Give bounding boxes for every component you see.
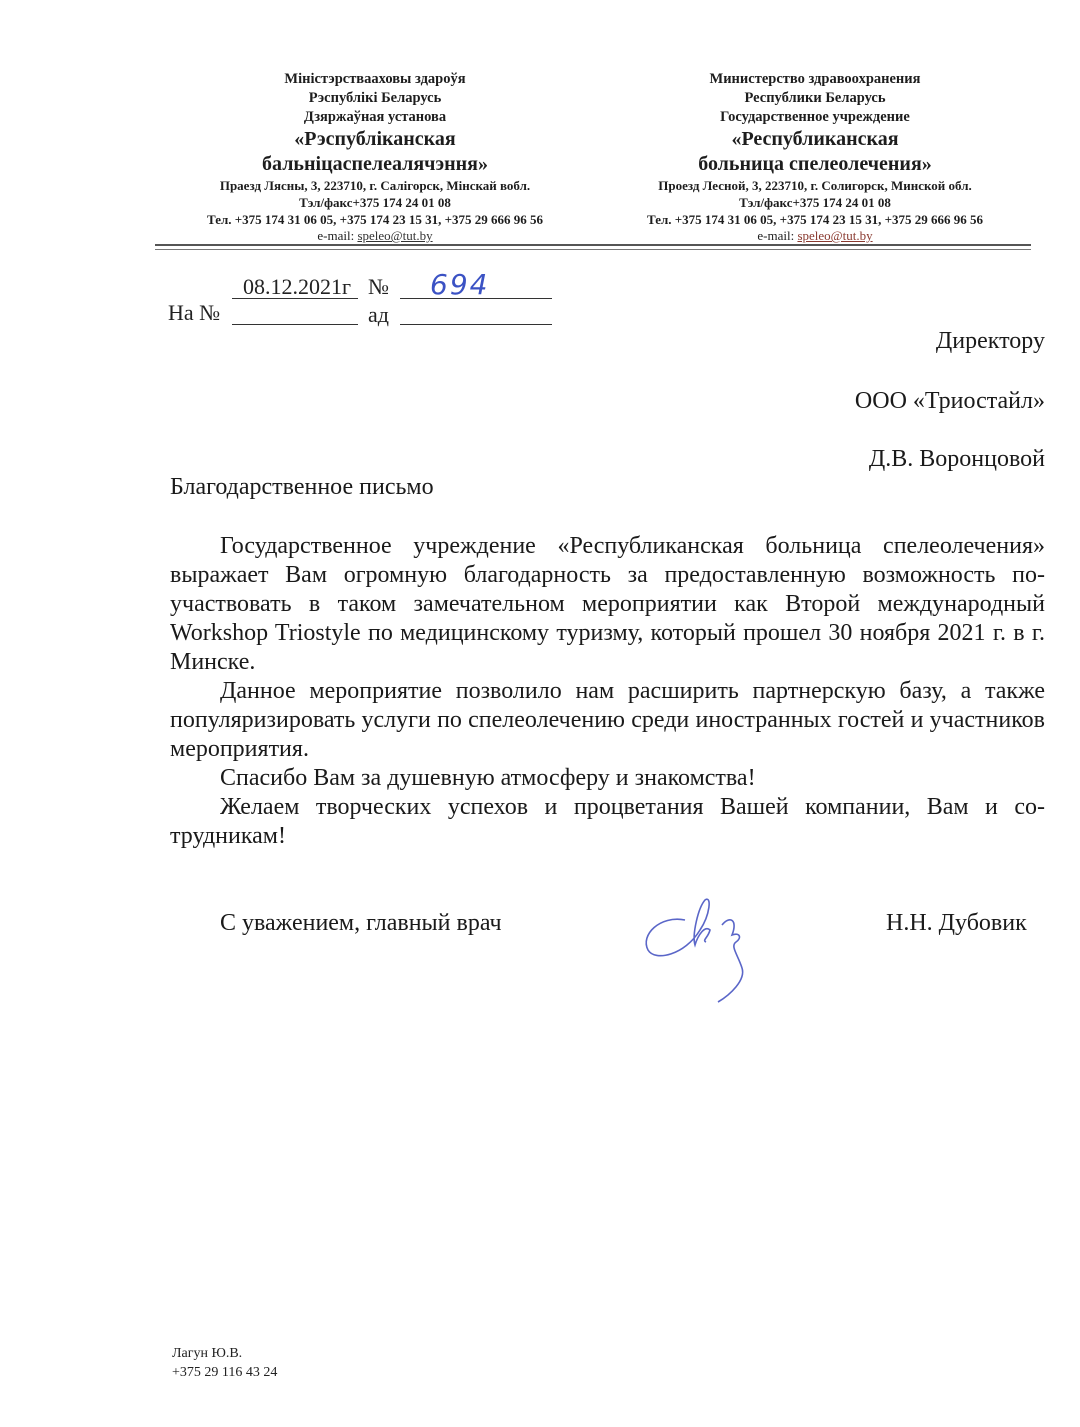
header-divider (155, 244, 1031, 246)
signatory-name: Н.Н. Дубовик (886, 910, 1027, 936)
address-line: Праезд Лясны, 3, 223710, г. Салігорск, Мінскай вобл. (219, 178, 531, 193)
ministry-line: Министерство здравоохранения (709, 71, 921, 87)
email-link[interactable]: speleo@tut.by (357, 228, 433, 243)
body-paragraph: Данное мероприятие позволило нам расширить партнерскую базу, а также популяризировать услуги по спелеолечению среди иностранных гостей и участников мероприятия. (170, 678, 1045, 762)
addressee-company: ООО «Триостайл» (854, 388, 1045, 414)
number-label: № (368, 274, 389, 299)
in-reply-underline (232, 324, 358, 325)
phones-line: Тел. +375 174 31 06 05, +375 174 23 15 31, +375 29 666 96 56 (207, 212, 543, 227)
in-reply-label: На № (168, 300, 221, 325)
institution-name-line1: «Республиканская (731, 128, 899, 150)
handwritten-signature-icon (630, 880, 770, 1010)
date-underline (232, 298, 358, 299)
fax-line: Тэл/факс+375 174 24 01 08 (739, 195, 891, 210)
body-paragraph: Спасибо Вам за душевную атмосферу и знакомства! (220, 765, 756, 791)
institution-type-line: Дзяржаўная установа (303, 109, 447, 125)
fax-line: Тэл/факс+375 174 24 01 08 (299, 195, 451, 210)
institution-name-line2: бальніцаспелеалячэння» (262, 153, 488, 175)
phones-line: Тел. +375 174 31 06 05, +375 174 23 15 31, +375 29 666 96 56 (647, 212, 983, 227)
addressee-name: Д.В. Воронцовой (868, 446, 1045, 472)
republic-line: Республики Беларусь (744, 90, 886, 106)
institution-name-line1: «Рэспубліканская (294, 128, 456, 150)
body-paragraph: Желаем творческих успехов и процветания Вашей компании, Вам и сотрудникам! (170, 794, 1045, 849)
republic-line: Рэспублікі Беларусь (308, 90, 442, 106)
letter-body (170, 532, 1045, 851)
institution-type-line: Государственное учреждение (720, 109, 910, 125)
number-underline (400, 298, 552, 299)
executor-name: Лагун Ю.В. (172, 1346, 243, 1361)
executor-block (172, 1344, 277, 1382)
addressee-position: Директору (935, 328, 1045, 354)
email-line (160, 228, 590, 243)
institution-name-line2: больница спелеолечения» (698, 153, 932, 175)
signature-closing: С уважением, главный врач (220, 910, 502, 936)
outgoing-number-handwritten: 694 (430, 268, 490, 301)
letterhead-russian (600, 70, 1030, 243)
address-line: Проезд Лесной, 3, 223710, г. Солигорск, Минской обл. (658, 178, 972, 193)
letterhead-belarusian (160, 70, 590, 243)
email-label: e-mail: (757, 228, 798, 243)
email-label: e-mail: (317, 228, 358, 243)
header-divider-thin (155, 249, 1031, 250)
body-paragraph: Государственное учреждение «Республиканская больница спелеолечения» выражает Вам огромную благодарность за предоставленную возможность поучаствовать в таком замечательном мероприятии как Второй международный Workshop Triostyle по медицинскому туризму, который прошел 30 ноября 2021 г. в г. Минске. (170, 533, 1045, 675)
from-underline (400, 324, 552, 325)
email-line (600, 228, 1030, 243)
email-link[interactable]: speleo@tut.by (797, 228, 873, 243)
outgoing-date: 08.12.2021г (243, 274, 352, 299)
letter-title: Благодарственное письмо (170, 474, 434, 500)
executor-phone: +375 29 116 43 24 (172, 1365, 278, 1380)
ministry-line: Міністэрствааховы здароўя (284, 71, 466, 87)
from-label: ад (368, 302, 389, 327)
